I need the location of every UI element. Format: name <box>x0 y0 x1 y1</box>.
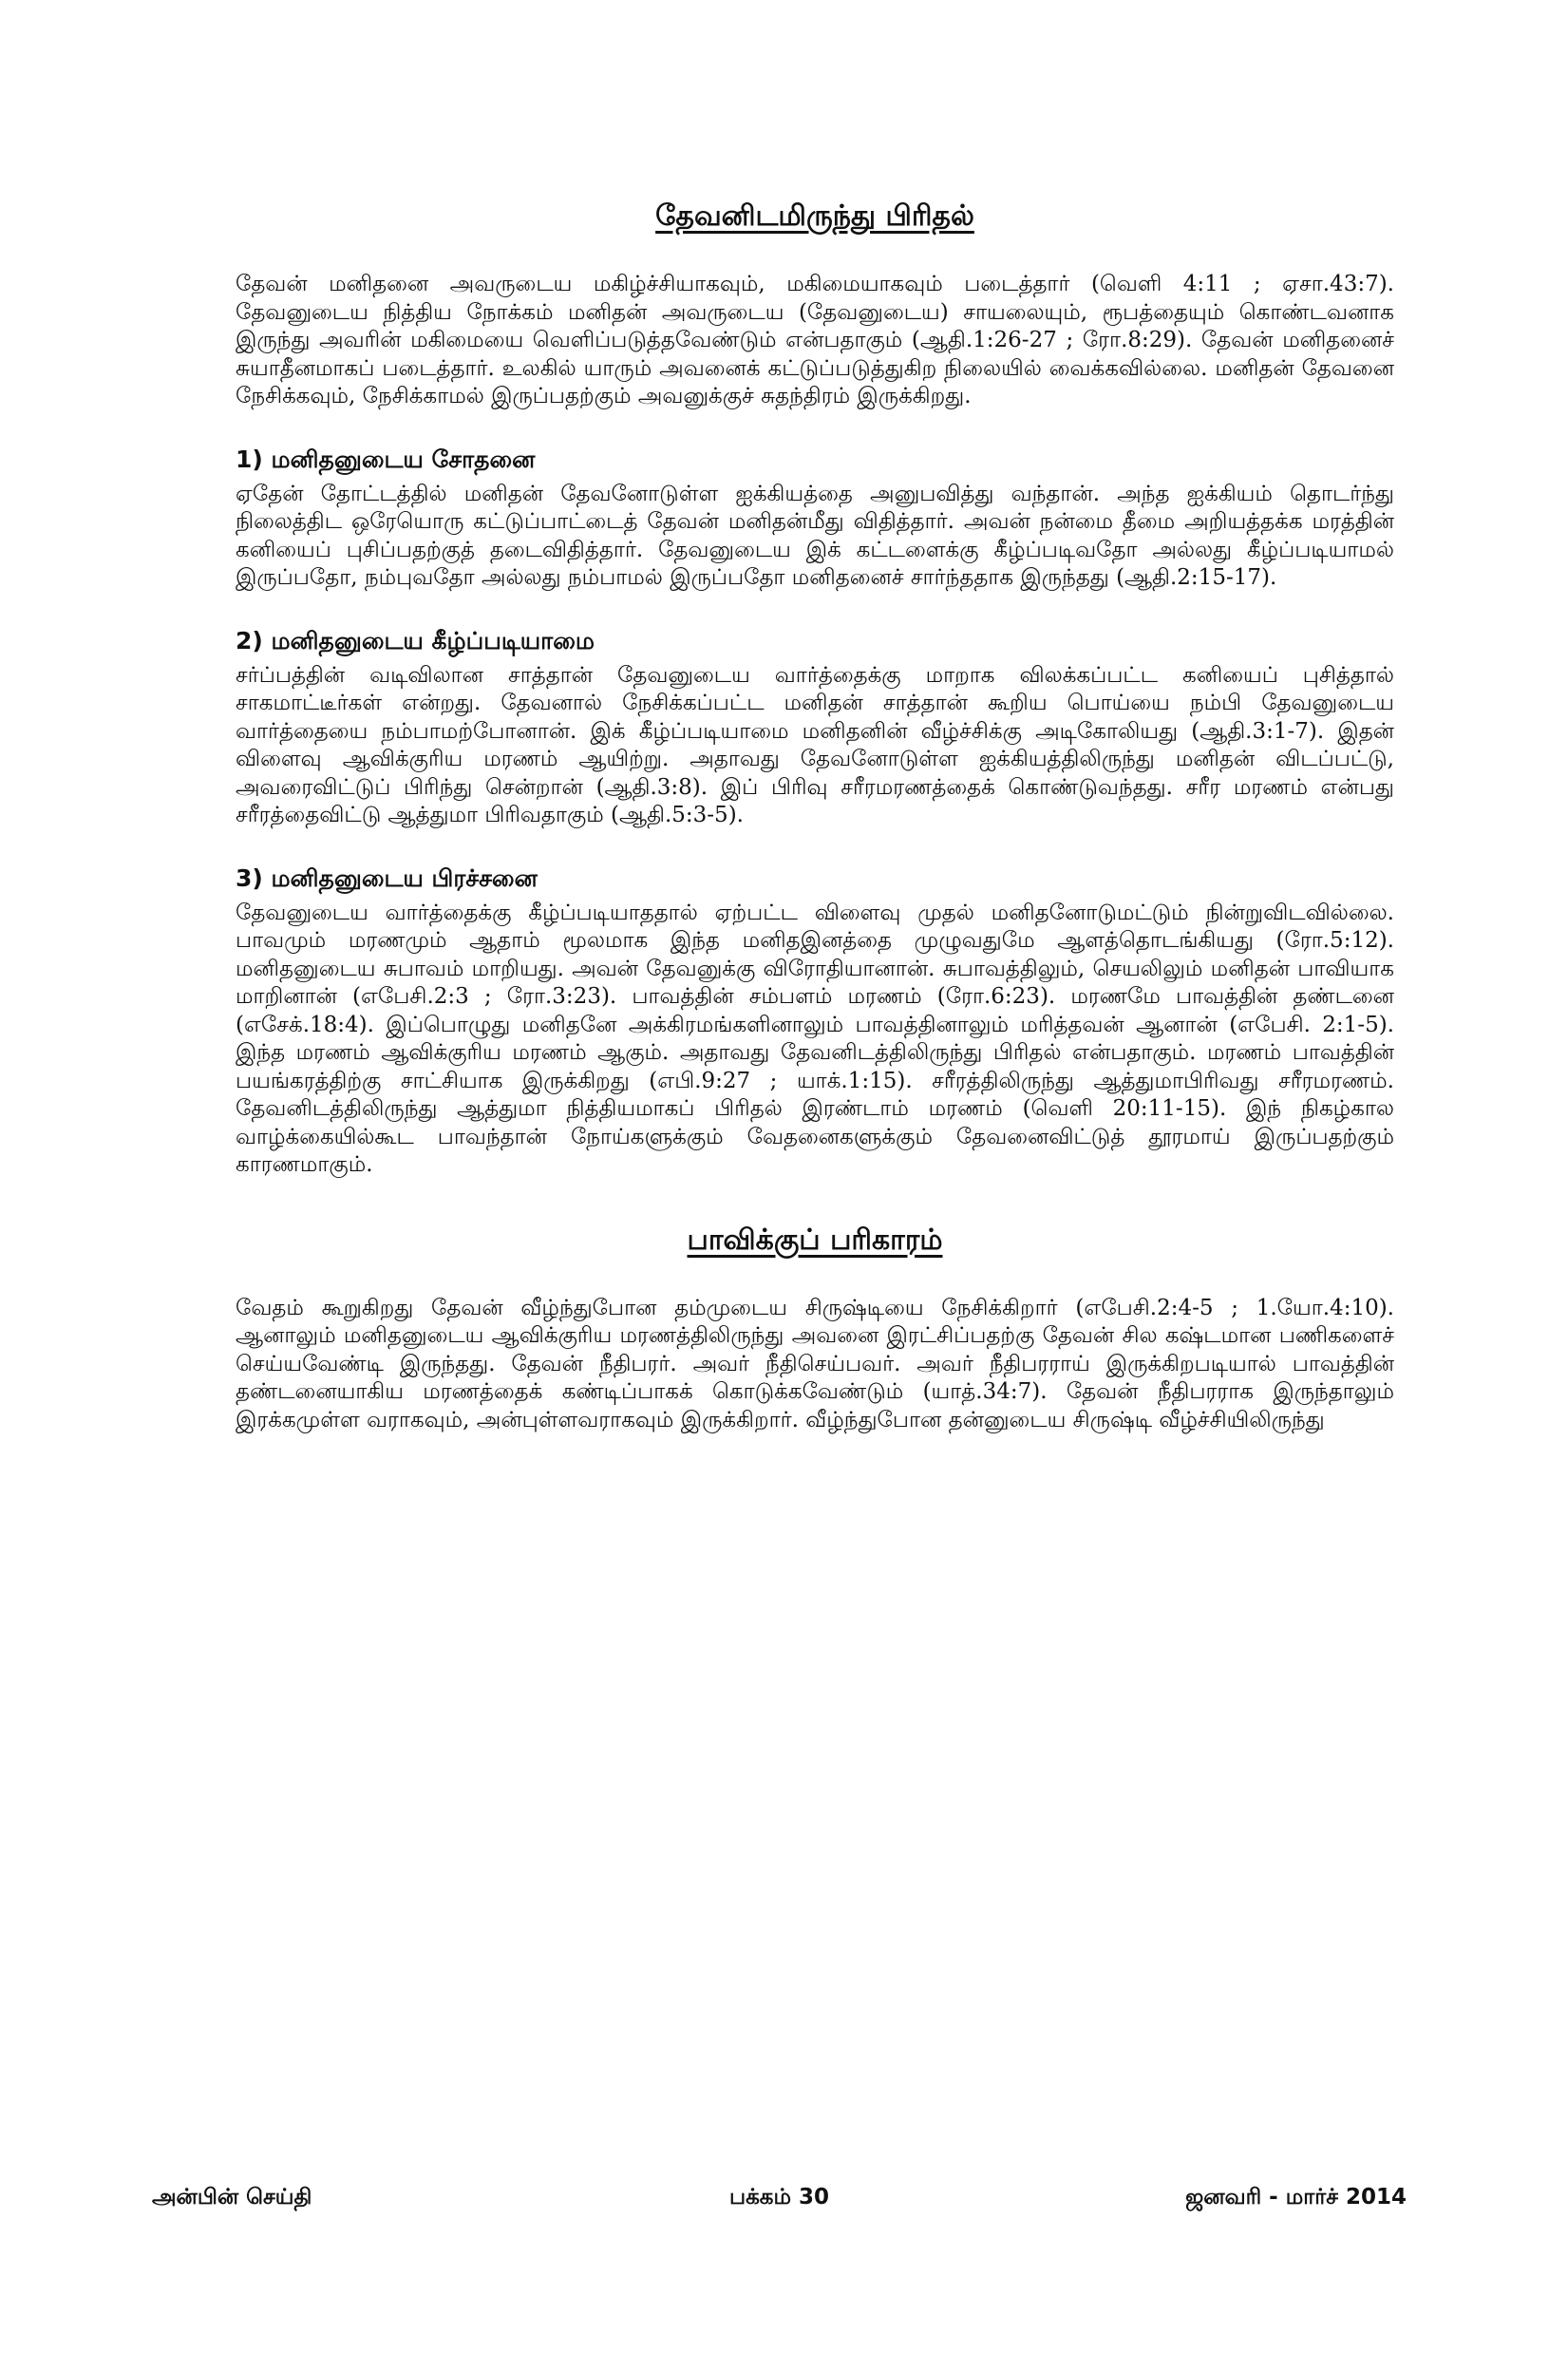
section-heading: 1) மனிதனுடைய சோதனை <box>236 445 536 473</box>
footer-publication: அன்பின் செய்தி <box>152 2185 312 2210</box>
section-heading: 3) மனிதனுடைய பிரச்சனை <box>236 863 538 892</box>
article-title: தேவனிடமிருந்து பிரிதல் <box>655 199 974 233</box>
section-body: ஏதேன் தோட்டத்தில் மனிதன் தேவனோடுள்ள ஐக்கியத்தை அனுபவித்து வந்தான். அந்த ஐக்கியம் தொடர்ந்து நிலைத்திட ஒரேயொரு கட்டுப்பாட்டைத் தேவன் மனிதன்மீது விதித்தார். அவன் நன்மை தீமை அறியத்தக்க மரத்தின் கனியைப் புசிப்பதற்குத் தடைவிதித்தார். தேவனுடைய இக் கட்டளைக்கு கீழ்ப்படிவதோ அல்லது கீழ்ப்படியாமல் இருப்பதோ, நம்புவதோ அல்லது நம்பாமல் இருப்பதோ மனிதனைச் சார்ந்ததாக இருந்தது (ஆதி.2:15-17). <box>236 481 1394 590</box>
section-heading: 2) மனிதனுடைய கீழ்ப்படியாமை <box>236 626 595 654</box>
intro-paragraph: தேவன் மனிதனை அவருடைய மகிழ்ச்சியாகவும், மகிமையாகவும் படைத்தார் (வெளி 4:11 ; ஏசா.43:7). தேவனுடைய நித்திய நோக்கம் மனிதன் அவருடைய (தேவனுடைய) சாயலையும், ரூபத்தையும் கொண்டவனாக இருந்து அவரின் மகிமையை வெளிப்படுத்தவேண்டும் என்பதாகும் (ஆதி.1:26-27 ; ரோ.8:29). தேவன் மனிதனைச் சுயாதீனமாகப் படைத்தார். உலகில் யாரும் அவனைக் கட்டுப்படுத்துகிற நிலையில் வைக்கவில்லை. மனிதன் தேவனை நேசிக்கவும், நேசிக்காமல் இருப்பதற்கும் அவனுக்குச் சுதந்திரம் இருக்கிறது. <box>236 272 1394 408</box>
article <box>236 199 1394 1434</box>
section-body: தேவனுடைய வார்த்தைக்கு கீழ்ப்படியாததால் ஏற்பட்ட விளைவு முதல் மனிதனோடுமட்டும் நின்றுவிடவில்லை. பாவமும் மரணமும் ஆதாம் மூலமாக இந்த மனிதஇனத்தை முழுவதுமே ஆளத்தொடங்கியது (ரோ.5:12). மனிதனுடைய சுபாவம் மாறியது. அவன் தேவனுக்கு விரோதியானான். சுபாவத்திலும், செயலிலும் மனிதன் பாவியாக மாறினான் (எபேசி.2:3 ; ரோ.3:23). பாவத்தின் சம்பளம் மரணம் (ரோ.6:23). மரணமே பாவத்தின் தண்டனை (எசேக்.18:4). இப்பொழுது மனிதனே அக்கிரமங்களினாலும் பாவத்தினாலும் மரித்தவன் ஆனான் (எபேசி. 2:1-5). இந்த மரணம் ஆவிக்குரிய மரணம் ஆகும். அதாவது தேவனிடத்திலிருந்து பிரிதல் என்பதாகும். மரணம் பாவத்தின் பயங்கரத்திற்கு சாட்சியாக இருக்கிறது (எபி.9:27 ; யாக்.1:15). சரீரத்திலிருந்து ஆத்துமாபிரிவது சரீரமரணம். தேவனிடத்திலிருந்து ஆத்துமா நித்தியமாகப் பிரிதல் இரண்டாம் மரணம் (வெளி 20:11-15). இந் நிகழ்கால வாழ்க்கையில்கூட பாவந்தான் நோய்களுக்கும் வேதனைகளுக்கும் தேவனைவிட்டுத் தூரமாய் இருப்பதற்கும் காரணமாகும். <box>236 900 1394 1177</box>
second-title: பாவிக்குப் பரிகாரம் <box>687 1223 943 1257</box>
section-body: சர்ப்பத்தின் வடிவிலான சாத்தான் தேவனுடைய வார்த்தைக்கு மாறாக விலக்கப்பட்ட கனியைப் புசித்தால் சாகமாட்டீர்கள் என்றது. தேவனால் நேசிக்கப்பட்ட மனிதன் சாத்தான் கூறிய பொய்யை நம்பி தேவனுடைய வார்த்தையை நம்பாமற்போனான். இக் கீழ்ப்படியாமை மனிதனின் வீழ்ச்சிக்கு அடிகோலியது (ஆதி.3:1-7). இதன் விளைவு ஆவிக்குரிய மரணம் ஆயிற்று. அதாவது தேவனோடுள்ள ஐக்கியத்திலிருந்து மனிதன் விடப்பட்டு, அவரைவிட்டுப் பிரிந்து சென்றான் (ஆதி.3:8). இப் பிரிவு சரீரமரணத்தைக் கொண்டுவந்தது. சரீர மரணம் என்பது சரீரத்தைவிட்டு ஆத்துமா பிரிவதாகும் (ஆதி.5:3-5). <box>236 662 1394 827</box>
footer-date: ஜனவரி - மார்ச் 2014 <box>1185 2185 1407 2210</box>
section-temptation <box>236 446 1394 593</box>
section-problem <box>236 864 1394 1180</box>
footer-page-number: பக்கம் 30 <box>728 2185 830 2210</box>
second-paragraph: வேதம் கூறுகிறது தேவன் வீழ்ந்துபோன தம்முடைய சிருஷ்டியை நேசிக்கிறார் (எபேசி.2:4-5 ; 1.யோ.4:10). ஆனாலும் மனிதனுடைய ஆவிக்குரிய மரணத்திலிருந்து அவனை இரட்சிப்பதற்கு தேவன் சில கஷ்டமான பணிகளைச் செய்யவேண்டி இருந்தது. தேவன் நீதிபரர். அவர் நீதிசெய்பவர். அவர் நீதிபரராய் இருக்கிறபடியால் பாவத்தின் தண்டனையாகிய மரணத்தைக் கண்டிப்பாகக் கொடுக்கவேண்டும் (யாத்.34:7). தேவன் நீதிபரராக இருந்தாலும் இரக்கமுள்ள வராகவும், அன்புள்ளவராகவும் இருக்கிறார். வீழ்ந்துபோன தன்னுடைய சிருஷ்டி வீழ்ச்சியிலிருந்து <box>236 1295 1395 1432</box>
section-disobedience <box>236 627 1394 830</box>
